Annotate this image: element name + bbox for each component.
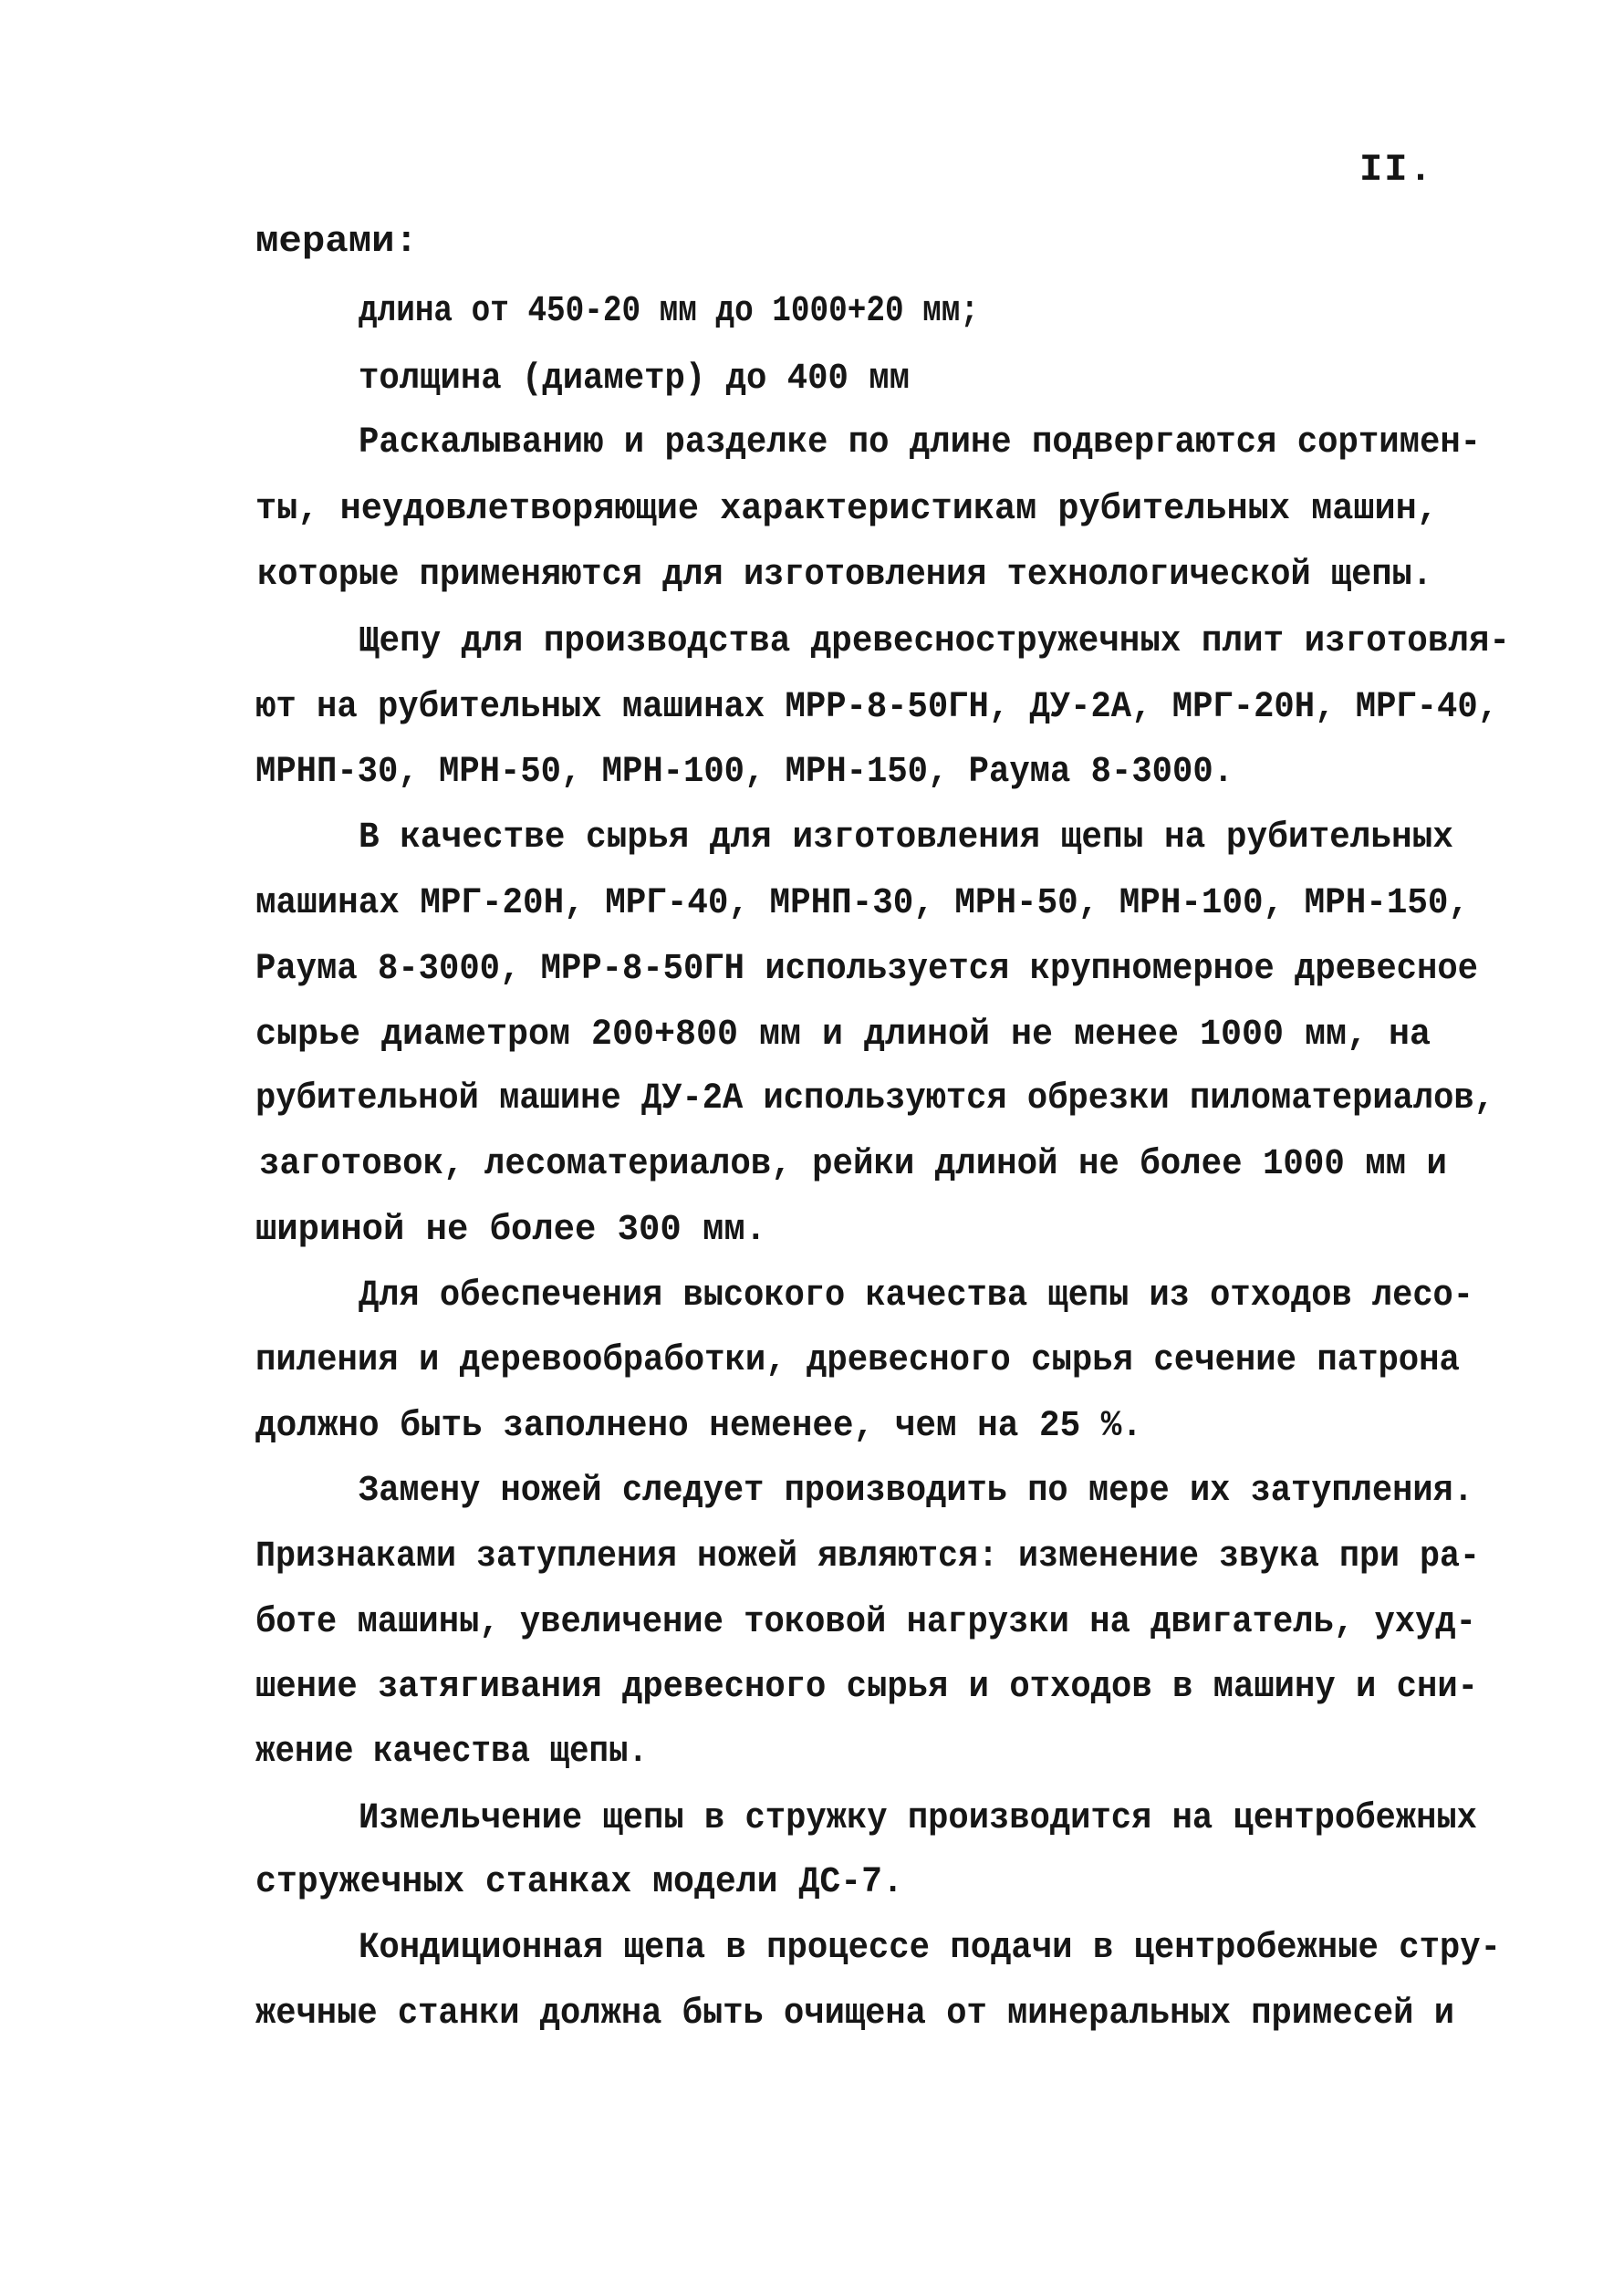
text-line: Признаками затупления ножей являются: изменение звука при ра-: [255, 1536, 1480, 1577]
text-line: Для обеспечения высокого качества щепы из отходов лесо-: [359, 1275, 1473, 1317]
text-line: Щепу для производства древесностружечных плит изготовля-: [359, 621, 1510, 662]
text-line: сырье диаметром 200+800 мм и длиной не менее 1000 мм, на: [255, 1015, 1431, 1056]
text-line: Раскалыванию и разделке по длине подвергаются сортимен-: [359, 422, 1482, 463]
text-line: Замену ножей следует производить по мере их затупления.: [359, 1471, 1473, 1512]
text-line: должно быть заполнено неменее, чем на 25 %.: [255, 1406, 1142, 1447]
text-line: длина от 450-20 мм до 1000+20 мм;: [359, 291, 979, 332]
text-line: заготовок, лесоматериалов, рейки длиной не более 1000 мм и: [259, 1144, 1448, 1185]
text-line: шение затягивания древесного сырья и отходов в машину и сни-: [255, 1667, 1478, 1708]
text-line: стружечных станках модели ДС-7.: [255, 1862, 903, 1903]
page-number: II.: [1359, 148, 1434, 192]
text-line: толщина (диаметр) до 400 мм: [359, 359, 910, 400]
text-line: жение качества щепы.: [255, 1732, 649, 1773]
text-line: Измельчение щепы в стружку производится на центробежных: [359, 1798, 1477, 1839]
text-line: пиления и деревообработки, древесного сырья сечение патрона: [255, 1340, 1460, 1381]
text-line: рубительной машине ДУ-2А используются обрезки пиломатериалов,: [255, 1078, 1494, 1119]
text-line: боте машины, увеличение токовой нагрузки на двигатель, ухуд-: [255, 1602, 1476, 1643]
text-line: МРНП-30, МРН-50, МРН-100, МРН-150, Раума 8-3000.: [255, 752, 1234, 793]
text-line: жечные станки должна быть очищена от минеральных примесей и: [255, 1994, 1454, 2035]
text-line: мерами:: [255, 222, 418, 263]
text-line: ют на рубительных машинах МРР-8-50ГН, ДУ-2А, МРГ-20Н, МРГ-40,: [255, 687, 1499, 728]
text-line: шириной не более 300 мм.: [255, 1210, 767, 1251]
text-line: Раума 8-3000, МРР-8-50ГН используется крупномерное древесное: [255, 949, 1478, 990]
text-line: Кондиционная щепа в процессе подачи в центробежные стру-: [359, 1928, 1502, 1969]
text-line: ты, неудовлетворяющие характеристикам рубительных машин,: [255, 489, 1438, 530]
text-line: машинах МРГ-20Н, МРГ-40, МРНП-30, МРН-50, МРН-100, МРН-150,: [255, 883, 1469, 924]
text-line: В качестве сырья для изготовления щепы на рубительных: [359, 817, 1453, 859]
text-line: которые применяются для изготовления технологической щепы.: [257, 555, 1432, 596]
